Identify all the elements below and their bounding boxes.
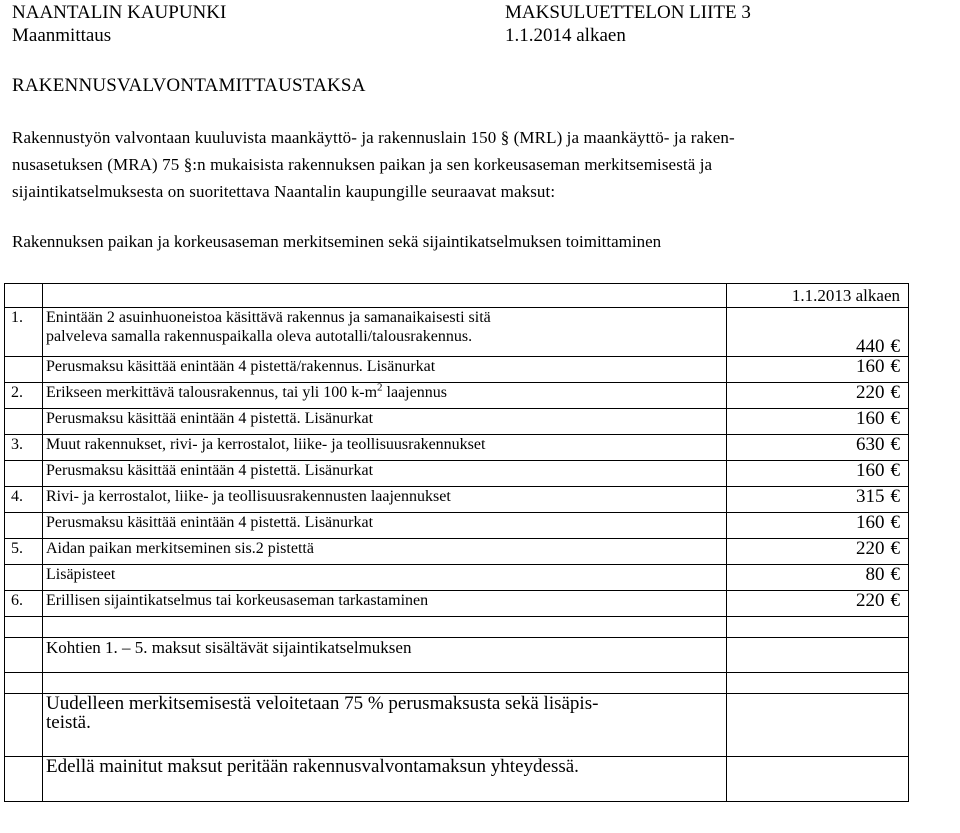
euro-sign: € (890, 486, 900, 507)
row-description: Perusmaksu käsittää enintään 4 pistettä. Lisänurkat (43, 513, 727, 539)
superscript: 2 (377, 381, 383, 394)
intro-line: sijaintikatselmuksesta on suoritettava Naantalin kaupungille seuraavat maksut: (12, 182, 556, 201)
table-header-row (5, 284, 909, 308)
euro-sign: € (890, 336, 900, 357)
table-row (5, 487, 909, 513)
row-number (5, 409, 43, 435)
intro-paragraph (12, 124, 952, 205)
table-row (5, 357, 909, 383)
euro-sign: € (890, 512, 900, 533)
euro-sign: € (890, 590, 900, 611)
row-amount: 630 € (727, 435, 909, 461)
table-spacer-row (5, 617, 909, 638)
row-number (5, 513, 43, 539)
row-description: Aidan paikan merkitseminen sis.2 pistettä (43, 539, 727, 565)
table-row (5, 383, 909, 409)
table-note-row (5, 638, 909, 673)
row-description: Lisäpisteet (43, 565, 727, 591)
euro-sign: € (890, 408, 900, 429)
fee-table (4, 283, 909, 802)
table-row (5, 539, 909, 565)
note-text: Uudelleen merkitsemisestä veloitetaan 75 % perusmaksusta sekä lisäpis- teistä. (43, 694, 727, 757)
note-text: Kohtien 1. – 5. maksut sisältävät sijaintikatselmuksen (43, 638, 727, 673)
org-name: NAANTALIN KAUPUNKI (12, 2, 227, 23)
table-row (5, 513, 909, 539)
euro-sign: € (890, 434, 900, 455)
section-subtitle: Rakennuksen paikan ja korkeusaseman merkitseminen sekä sijaintikatselmuksen toimittaminen (12, 232, 662, 251)
row-number: 6. (5, 591, 43, 617)
table-row (5, 591, 909, 617)
row-number (5, 357, 43, 383)
effective-date: 1.1.2014 alkaen (505, 25, 626, 46)
row-amount: 220 € (727, 383, 909, 409)
note-text: Edellä mainitut maksut peritään rakennusvalvontamaksun yhteydessä. (43, 757, 727, 802)
table-row (5, 409, 909, 435)
row-description: Muut rakennukset, rivi- ja kerrostalot, liike- ja teollisuusrakennukset (43, 435, 727, 461)
euro-sign: € (890, 564, 900, 585)
euro-sign: € (890, 460, 900, 481)
row-amount: 315 € (727, 487, 909, 513)
row-description: Erikseen merkittävä talousrakennus, tai yli 100 $k-m^2$ laajennus (43, 383, 727, 409)
row-number: 1. (5, 308, 43, 357)
row-amount: 160 € (727, 461, 909, 487)
row-amount: 220 € (727, 539, 909, 565)
page-title: RAKENNUSVALVONTAMITTAUSTAKSA (12, 75, 366, 96)
euro-sign: € (890, 538, 900, 559)
row-amount: 160 € (727, 357, 909, 383)
row-amount: 80 € (727, 565, 909, 591)
row-amount: 160 € (727, 513, 909, 539)
row-number (5, 565, 43, 591)
row-number (5, 461, 43, 487)
row-description: Perusmaksu käsittää enintään 4 pistettä. Lisänurkat (43, 409, 727, 435)
intro-line: Rakennustyön valvontaan kuuluvista maankäyttö- ja rakennuslain 150 § (MRL) ja maankäyttö- ja raken- (12, 128, 735, 147)
row-description: Enintään 2 asuinhuoneistoa käsittävä rakennus ja samanaikaisesti sitä palveleva samalla rakennuspaikalla oleva autotalli/talousrakennus. (43, 308, 727, 357)
row-number: 2. (5, 383, 43, 409)
row-amount: 440 € (727, 308, 909, 357)
document-label: MAKSULUETTELON LIITE 3 (505, 2, 751, 23)
row-number: 5. (5, 539, 43, 565)
euro-sign: € (890, 356, 900, 377)
table-spacer-row (5, 673, 909, 694)
row-amount: 160 € (727, 409, 909, 435)
row-description: Rivi- ja kerrostalot, liike- ja teollisuusrakennusten laajennukset (43, 487, 727, 513)
row-description: Erillisen sijaintikatselmus tai korkeusaseman tarkastaminen (43, 591, 727, 617)
row-amount: 220 € (727, 591, 909, 617)
row-number: 3. (5, 435, 43, 461)
table-row (5, 308, 909, 357)
table-note-row (5, 757, 909, 802)
row-description: Perusmaksu käsittää enintään 4 pistettä/rakennus. Lisänurkat (43, 357, 727, 383)
table-row (5, 435, 909, 461)
department-name: Maanmittaus (12, 25, 112, 46)
table-row (5, 565, 909, 591)
euro-sign: € (890, 382, 900, 403)
row-description: Perusmaksu käsittää enintään 4 pistettä. Lisänurkat (43, 461, 727, 487)
table-note-row (5, 694, 909, 757)
column-header: 1.1.2013 alkaen (727, 284, 909, 308)
table-row (5, 461, 909, 487)
intro-line: nusasetuksen (MRA) 75 §:n mukaisista rakennuksen paikan ja sen korkeusaseman merkitsemisestä ja (12, 155, 713, 174)
row-number: 4. (5, 487, 43, 513)
